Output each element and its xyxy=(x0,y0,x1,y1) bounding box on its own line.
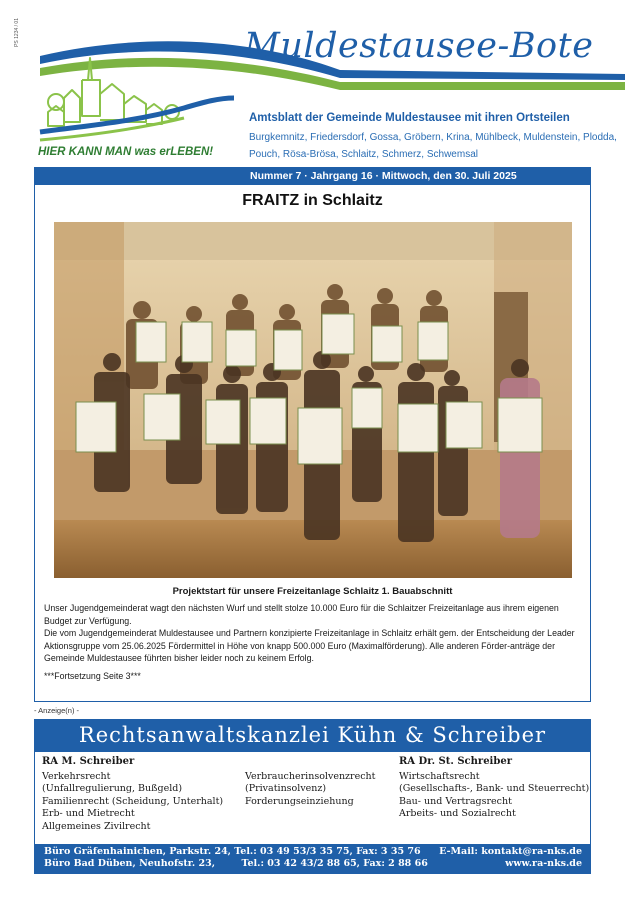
group-photo xyxy=(54,222,572,578)
publisher-code: PS 1234 / 01 xyxy=(14,18,20,47)
lawyer-name: RA Dr. St. Schreiber xyxy=(399,756,512,767)
lawyer-name: RA M. Schreiber xyxy=(42,756,135,767)
office-address: Büro Bad Düben, Neuhofstr. 23, Tel.: 03 42 43/2 88 65, Fax: 2 88 66 xyxy=(44,858,428,869)
ad-firm-name: Rechtsanwaltskanzlei Kühn & Schreiber xyxy=(34,719,591,752)
practice-areas-2 xyxy=(245,771,375,808)
website-link[interactable]: www.ra-nks.de xyxy=(505,858,582,869)
practice-area: Allgemeines Zivilrecht xyxy=(42,820,151,832)
slogan: HIER KANN MAN was erLEBEN! xyxy=(38,146,214,158)
newspaper-subtitle: Amtsblatt der Gemeinde Muldestausee mit ihren Ortsteilen xyxy=(249,112,570,124)
practice-area: Wirtschaftsrecht xyxy=(399,771,480,782)
practice-area: Familienrecht (Scheidung, Unterhalt) xyxy=(42,795,224,807)
article-paragraph: Unser Jugendgemeinderat wagt den nächsten Wurf und stellt stolze 10.000 Euro für die Schlaitzer Freizeitanlage aus ihrem eigenen Budget zur Verfügung. xyxy=(44,603,559,626)
article-paragraph: Die vom Jugendgemeinderat Muldestausee und Partnern konzipierte Freizeitanlage in Schlaitz erhält gem. der Entscheidung der Leader Aktionsgruppe vom 25.06.2025 Fördermittel in Höhe von knapp 500.000 Euro (Maximalförderung). Alle anderen Förder-anträge der Gemeinde Muldestausee führten bisher leider noch zu keinem Erfolg. xyxy=(44,628,575,663)
practice-area: Erb- und Mietrecht xyxy=(42,808,135,820)
article-body xyxy=(44,602,584,665)
ad-label: - Anzeige(n) - xyxy=(34,706,80,715)
photo-caption: Projektstart für unsere Freizeitanlage Schlaitz 1. Bauabschnitt xyxy=(172,586,453,597)
practice-area: (Unfallregulierung, Bußgeld) xyxy=(42,783,183,795)
practice-area: Verbraucherinsolvenzrecht xyxy=(245,771,376,782)
practice-area: Forderungseinziehung xyxy=(245,795,354,807)
practice-areas-3 xyxy=(399,771,589,821)
office-address: Büro Gräfenhainichen, Parkstr. 24, Tel.: 03 49 53/3 35 75, Fax: 3 35 76 xyxy=(44,846,421,857)
practice-area: Verkehrsrecht xyxy=(42,771,111,782)
newspaper-title: Muldestausee-Bote xyxy=(244,26,594,66)
practice-area: (Gesellschafts-, Bank- und Steuerrecht) xyxy=(399,783,590,795)
district-list: Burgkemnitz, Friedersdorf, Gossa, Gröbern, Krina, Mühlbeck, Muldenstein, Plodda, Pouch, Rösa-Brösa, Schlaitz, Schmerz, Schwemsal xyxy=(249,132,617,160)
town-skyline-logo xyxy=(34,46,239,156)
practice-area: Arbeits- und Sozialrecht xyxy=(399,808,516,820)
practice-areas-1 xyxy=(42,771,223,833)
practice-area: (Privatinsolvenz) xyxy=(245,783,327,795)
article-headline: FRAITZ in Schlaitz xyxy=(242,192,383,209)
issue-info-bar: Nummer 7 · Jahrgang 16 · Mittwoch, den 30. Juli 2025 xyxy=(34,167,591,185)
email-address[interactable]: E-Mail: kontakt@ra-nks.de xyxy=(439,846,582,857)
practice-area: Bau- und Vertragsrecht xyxy=(399,795,512,807)
continuation-note: ***Fortsetzung Seite 3*** xyxy=(44,671,141,681)
